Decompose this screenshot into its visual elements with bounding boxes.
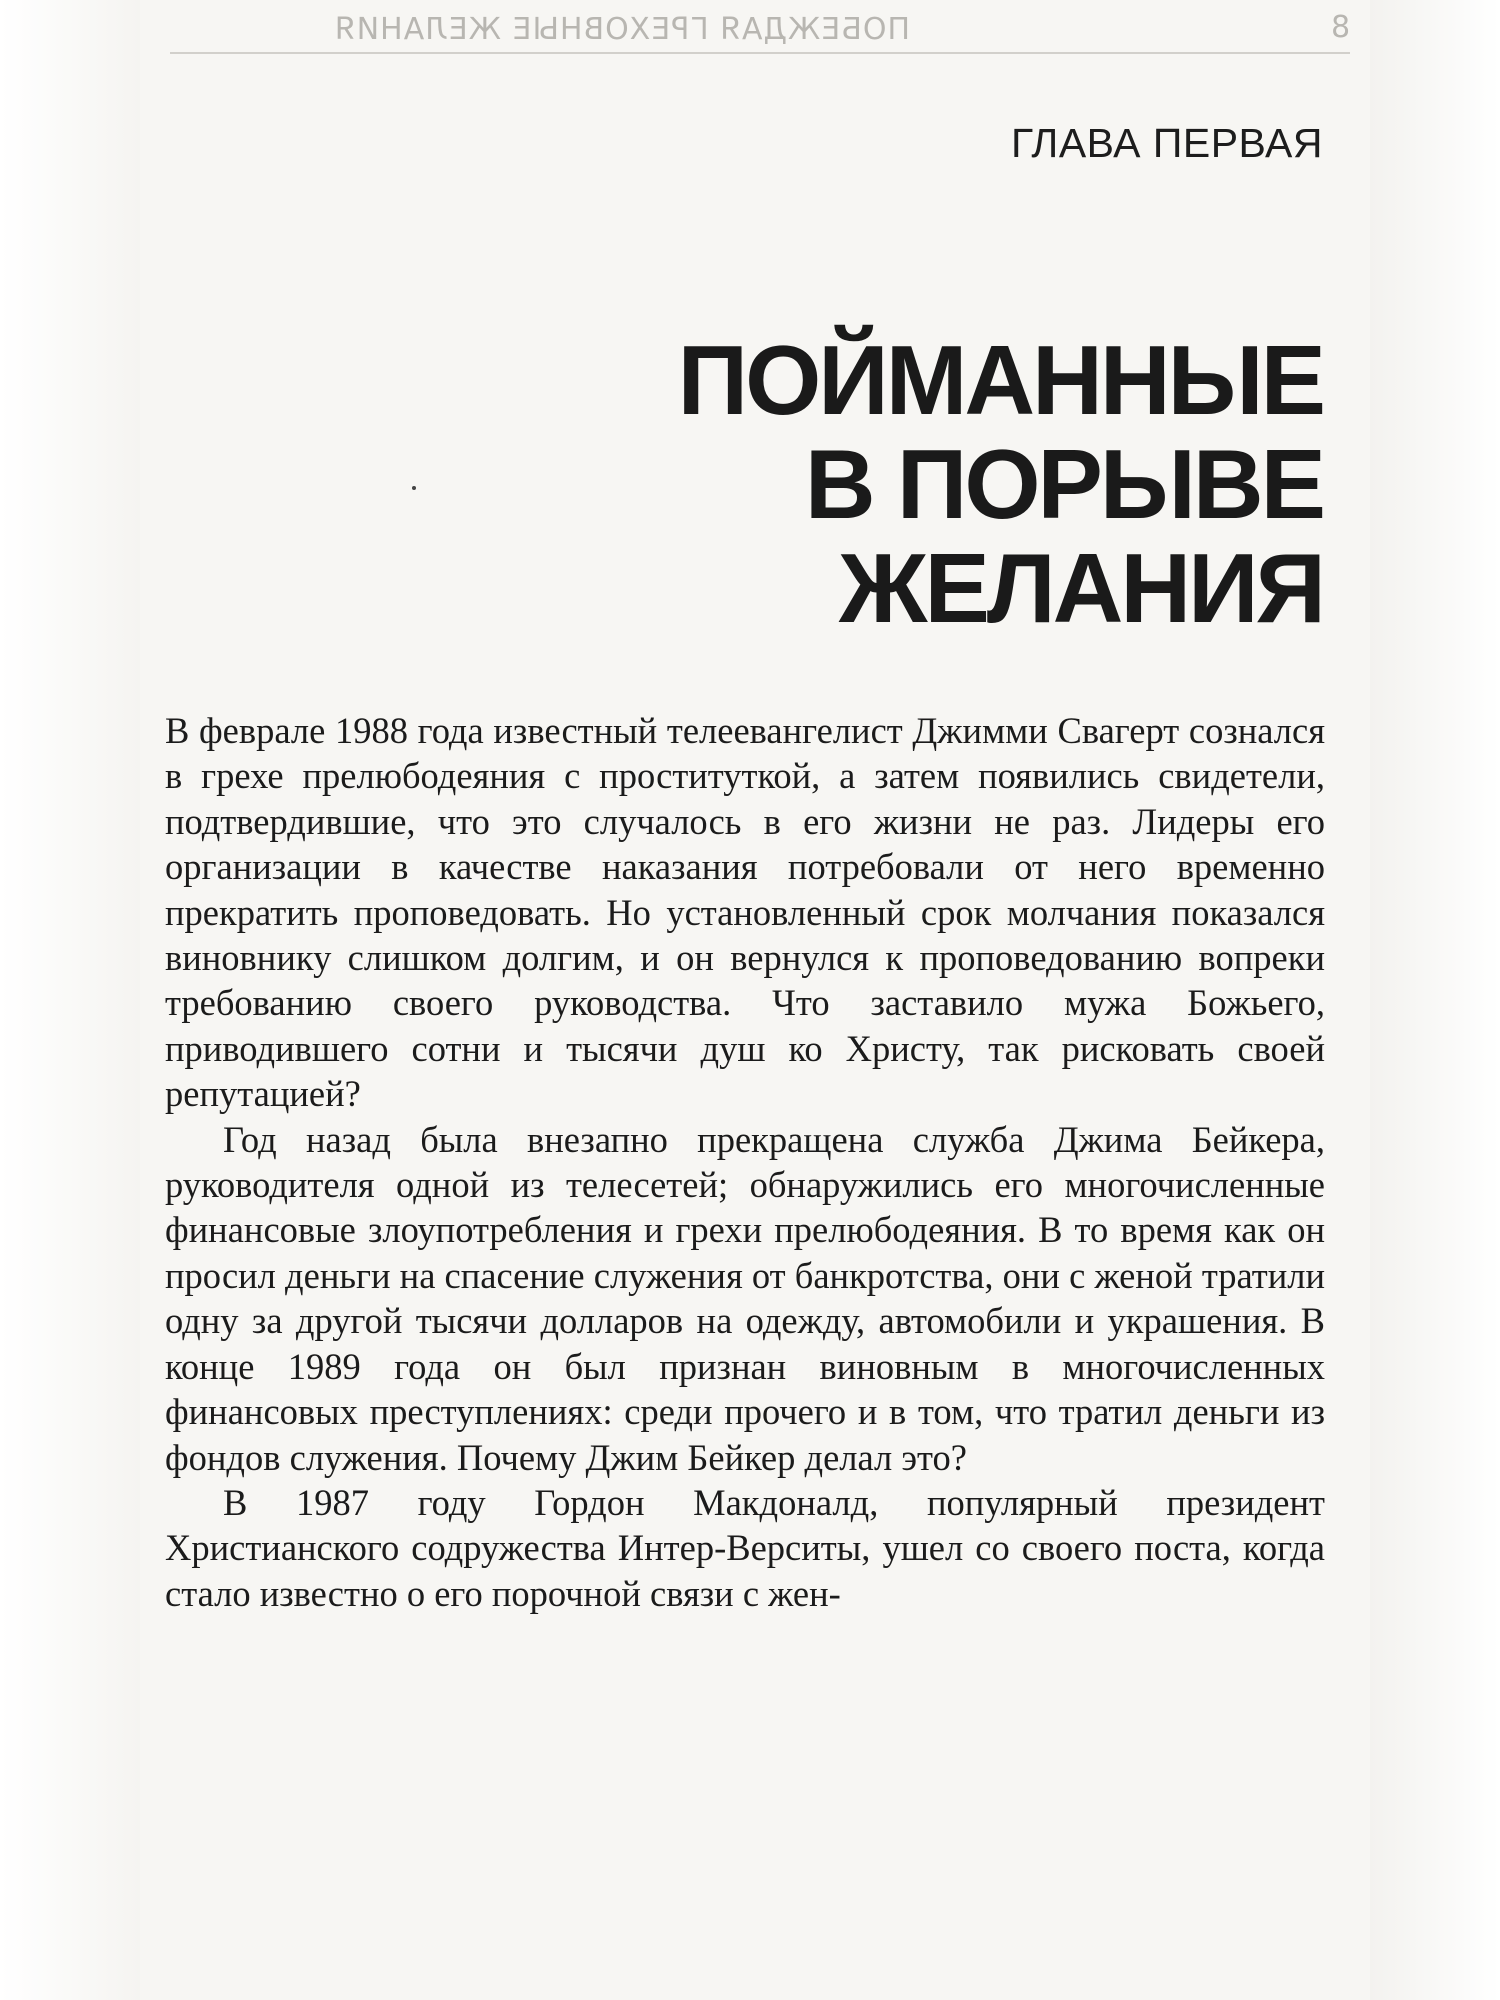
chapter-title-line-2: В ПОРЫВЕ ЖЕЛАНИЯ [804, 428, 1323, 643]
paragraph-2: Год назад была внезапно прекращена служба Джима Бейкера, руководителя одной из телесетей; обнаружились его многочисленные финансовые злоупотребления и грехи прелюбодеяния. В то время как он просил деньги на спасение служения от банкротства, они с женой тратили одну за другой тысячи долларов на одежду, автомобили и украшения. В конце 1989 года он был признан виновным в многочисленных финансовых преступлениях: среди прочего и в том, что тратил деньги из фондов служения. Почему Джим Бейкер делал это? [165, 1118, 1325, 1478]
chapter-title [323, 324, 1323, 643]
chapter-label: ГЛАВА ПЕРВАЯ [1011, 120, 1323, 166]
ink-dot [412, 486, 416, 490]
body-text [165, 708, 1325, 1616]
running-head-title: ПОБЕЖДАЯ ГРЕХОВНЫЕ ЖЕЛАНИЯ [333, 12, 910, 47]
chapter-title-line-1: ПОЙМАННЫЕ [677, 324, 1323, 435]
paragraph-1: В феврале 1988 года известный телеевангелист Джимми Свагерт сознался в грехе прелюбодеяния с проституткой, а затем появились свидетели, подтвердившие, что это случалось в его жизни не раз. Лидеры его организации в качестве наказания потребовали от него временно прекратить проповедовать. Но установленный срок молчания показался виновнику слишком долгим, и он вернулся к проповедованию вопреки требованию своего руководства. Что заставило мужа Божьего, приводившего сотни и тысячи душ ко Христу, так рисковать своей репутацией? [165, 710, 1325, 1115]
paragraph-3: В 1987 году Гордон Макдоналд, популярный президент Христианского содружества Интер-Верситы, ушел со своего поста, когда стало известно о его порочной связи с жен- [165, 1481, 1325, 1614]
page-number: 8 [1330, 10, 1350, 45]
running-head [170, 10, 1350, 54]
